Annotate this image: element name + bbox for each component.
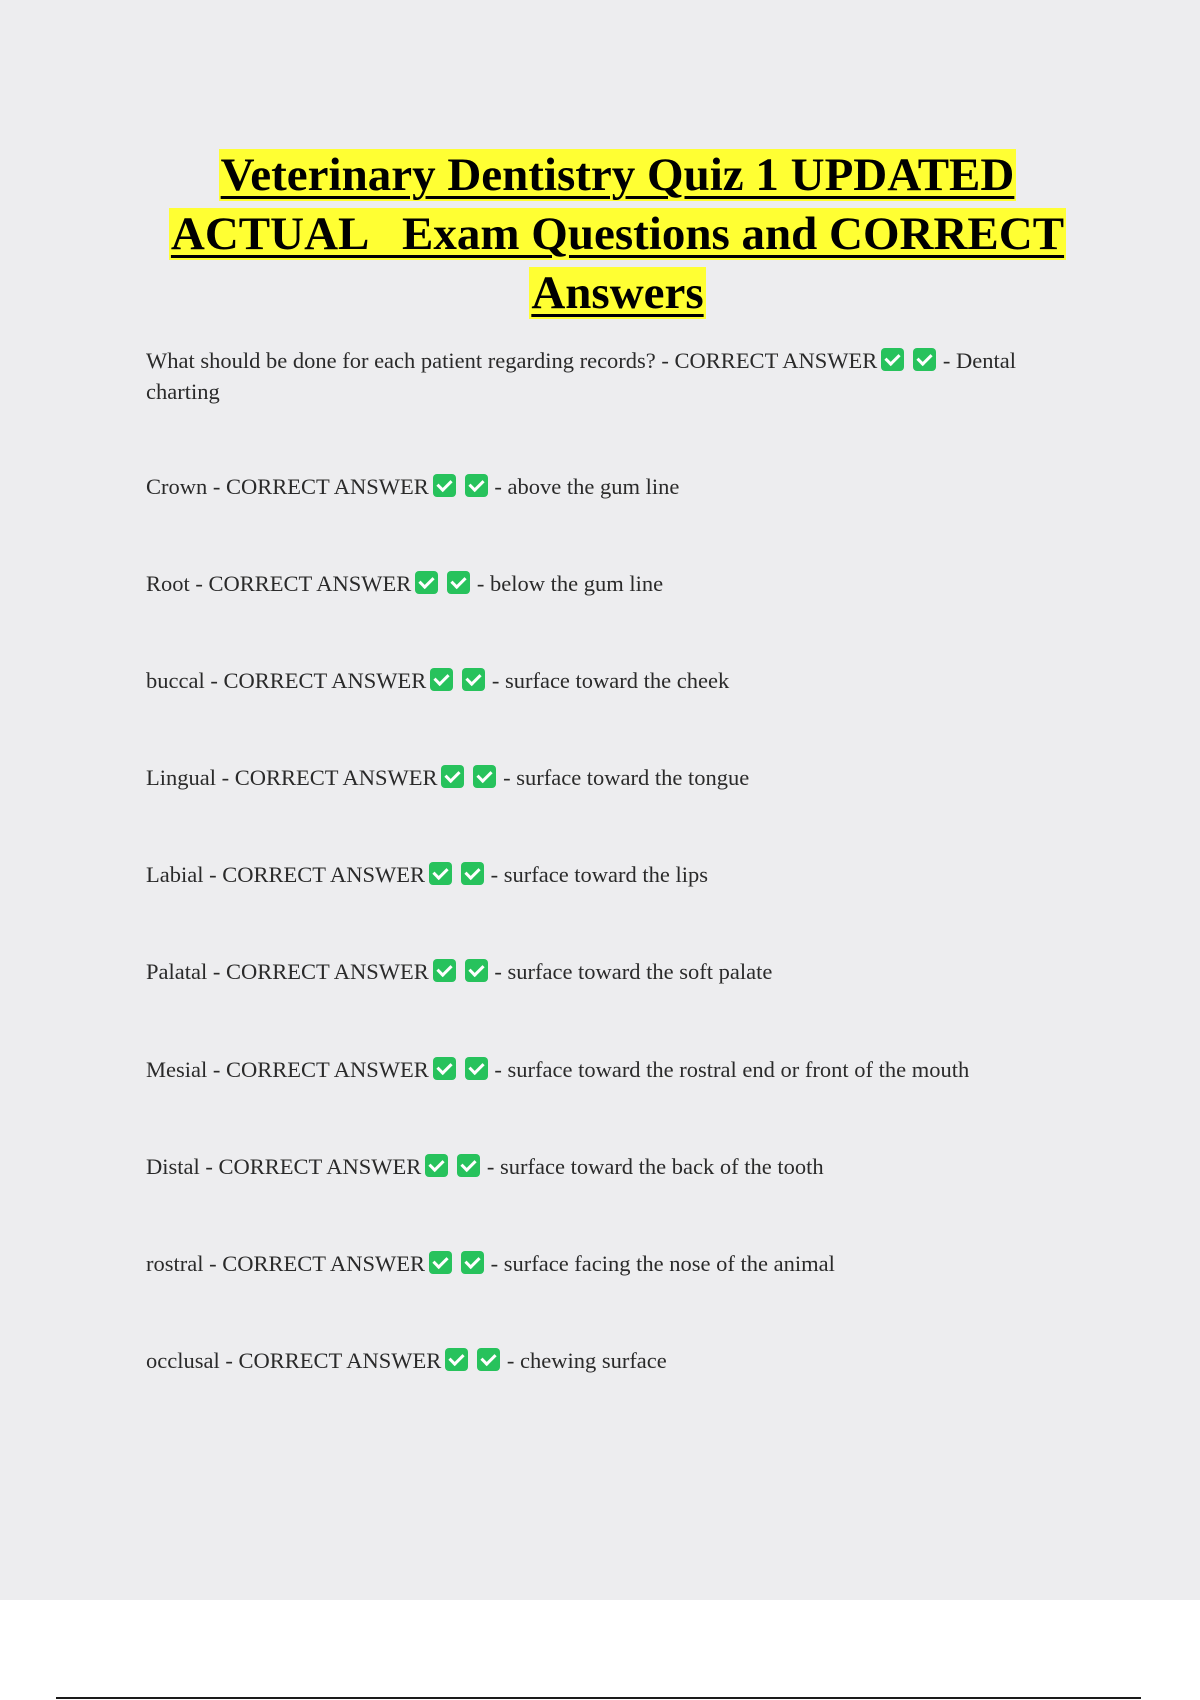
check-mark-icon <box>465 959 488 982</box>
check-mark-icon <box>457 1154 480 1177</box>
qa-item: Distal - CORRECT ANSWER - surface toward the back of the tooth <box>146 1154 824 1179</box>
qa-answer: surface toward the lips <box>503 862 709 887</box>
qa-term: buccal <box>146 668 205 693</box>
qa-answer: surface toward the back of the tooth <box>500 1154 824 1179</box>
qa-item: Labial - CORRECT ANSWER - surface toward the lips <box>146 862 709 887</box>
check-mark-icon <box>447 571 470 594</box>
qa-term: Palatal <box>146 959 208 984</box>
check-mark-icon <box>913 348 936 371</box>
qa-item: Lingual - CORRECT ANSWER - surface toward the tongue <box>146 765 750 790</box>
check-mark-icon <box>465 474 488 497</box>
qa-item: What should be done for each patient regarding records? - CORRECT ANSWER - Dental charting <box>146 348 1017 404</box>
qa-term: Crown <box>146 474 208 499</box>
check-mark-icon <box>430 668 453 691</box>
check-mark-icon <box>462 668 485 691</box>
qa-answer: surface toward the tongue <box>516 765 750 790</box>
check-mark-icon <box>461 1251 484 1274</box>
qa-item: Mesial - CORRECT ANSWER - surface toward the rostral end or front of the mouth <box>146 1057 970 1082</box>
qa-marker: CORRECT ANSWER <box>223 668 427 693</box>
qa-term: Lingual <box>146 765 216 790</box>
check-mark-icon <box>429 1251 452 1274</box>
check-mark-icon <box>441 765 464 788</box>
qa-term: What should be done for each patient regarding records? <box>146 348 656 373</box>
qa-answer: above the gum line <box>507 474 680 499</box>
qa-term: Labial <box>146 862 204 887</box>
qa-answer: surface toward the cheek <box>504 668 730 693</box>
qa-answer: surface facing the nose of the animal <box>503 1251 835 1276</box>
check-mark-icon <box>473 765 496 788</box>
qa-marker: CORRECT ANSWER <box>226 474 429 499</box>
qa-marker: CORRECT ANSWER <box>225 959 429 984</box>
title-line-2: ACTUAL Exam Questions and CORRECT <box>170 208 1065 260</box>
qa-item: buccal - CORRECT ANSWER - surface toward the cheek <box>146 668 730 693</box>
qa-marker: CORRECT ANSWER <box>234 765 438 790</box>
document-title <box>100 146 1135 323</box>
qa-answer: Dental charting <box>146 348 1017 404</box>
check-mark-icon <box>429 862 452 885</box>
qa-item: Root - CORRECT ANSWER - below the gum line <box>146 571 664 596</box>
check-mark-icon <box>477 1348 500 1371</box>
check-mark-icon <box>415 571 438 594</box>
title-line-1: Veterinary Dentistry Quiz 1 UPDATED <box>220 149 1015 201</box>
qa-marker: CORRECT ANSWER <box>218 1154 422 1179</box>
qa-term: Mesial <box>146 1057 208 1082</box>
qa-marker: CORRECT ANSWER <box>208 571 412 596</box>
qa-item: Palatal - CORRECT ANSWER - surface toward the soft palate <box>146 959 773 984</box>
check-mark-icon <box>461 862 484 885</box>
qa-term: Root <box>146 571 190 596</box>
qa-item: rostral - CORRECT ANSWER - surface facing the nose of the animal <box>146 1251 835 1276</box>
check-mark-icon <box>445 1348 468 1371</box>
check-mark-icon <box>433 1057 456 1080</box>
check-mark-icon <box>881 348 904 371</box>
check-mark-icon <box>433 959 456 982</box>
qa-answer: below the gum line <box>490 571 664 596</box>
qa-marker: CORRECT ANSWER <box>674 348 878 373</box>
check-mark-icon <box>465 1057 488 1080</box>
qa-marker: CORRECT ANSWER <box>226 1057 429 1082</box>
qa-term: occlusal <box>146 1348 220 1373</box>
check-mark-icon <box>425 1154 448 1177</box>
qa-marker: CORRECT ANSWER <box>222 1251 425 1276</box>
qa-answer: surface toward the rostral end or front of the mouth <box>507 1057 970 1082</box>
qa-marker: CORRECT ANSWER <box>222 862 425 887</box>
qa-marker: CORRECT ANSWER <box>238 1348 442 1373</box>
footer-divider <box>56 1697 1141 1699</box>
title-line-3: Answers <box>531 267 704 319</box>
check-mark-icon <box>433 474 456 497</box>
qa-item: Crown - CORRECT ANSWER - above the gum line <box>146 474 680 499</box>
qa-answer: surface toward the soft palate <box>507 959 773 984</box>
qa-item: occlusal - CORRECT ANSWER - chewing surface <box>146 1348 667 1373</box>
qa-term: Distal <box>146 1154 200 1179</box>
qa-term: rostral <box>146 1251 204 1276</box>
qa-answer: chewing surface <box>519 1348 667 1373</box>
